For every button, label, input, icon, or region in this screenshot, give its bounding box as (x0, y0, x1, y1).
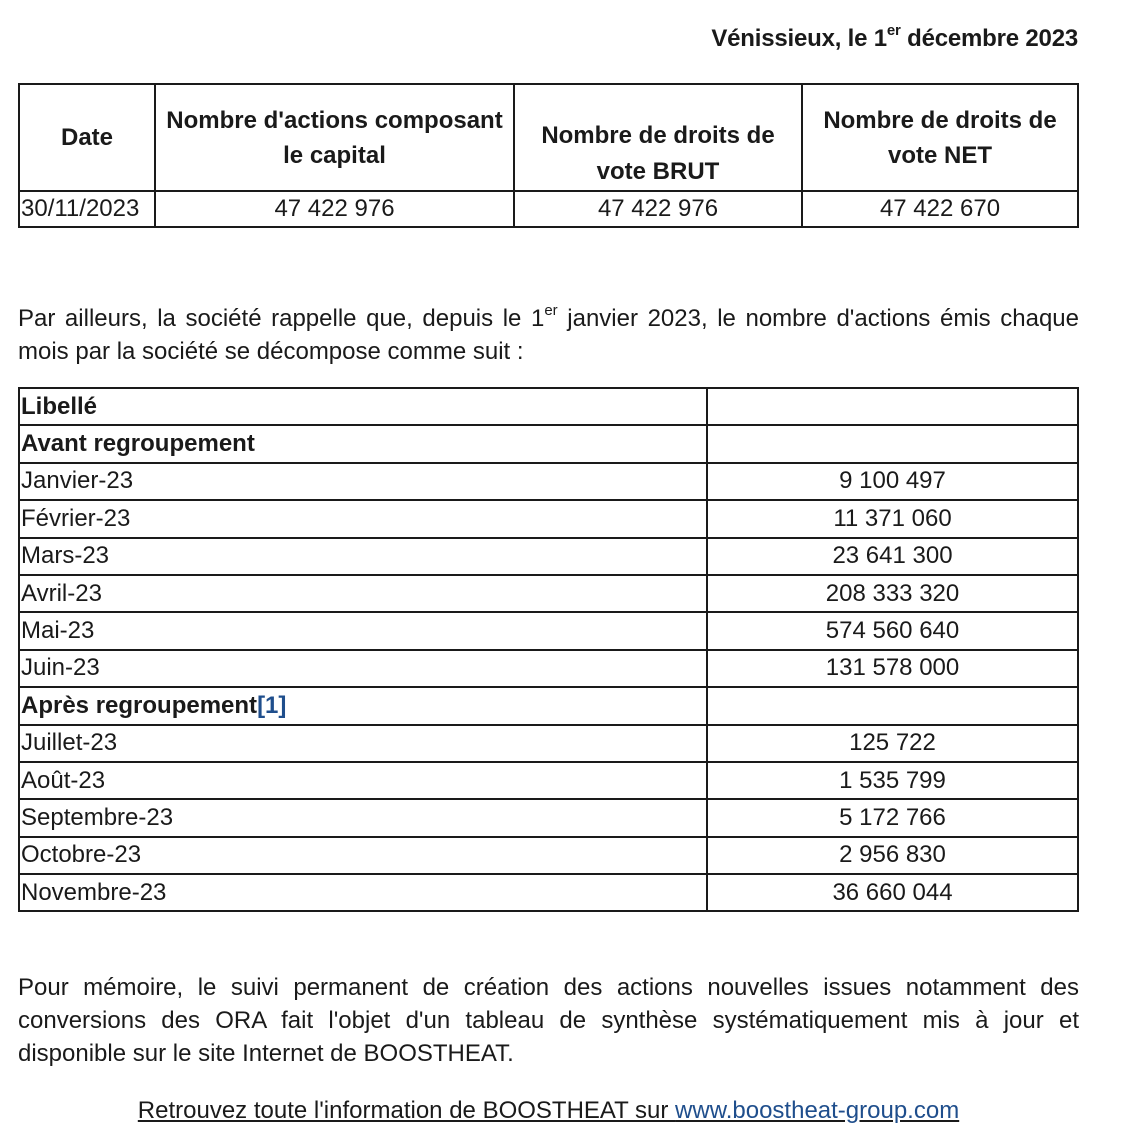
header-shares: Nombre d'actions composant le capital (155, 84, 514, 191)
header-votes-gross: Nombre de droits de vote BRUT (514, 84, 802, 191)
row-label: Libellé (19, 388, 707, 425)
website-link[interactable]: www.boostheat-group.com (675, 1097, 960, 1124)
row-label: Juillet-23 (19, 725, 707, 762)
row-label: Février-23 (19, 500, 707, 537)
row-value: 2 956 830 (707, 837, 1078, 874)
row-label: Après regroupement[1] (19, 687, 707, 724)
table-row (19, 191, 1078, 227)
row-value: 36 660 044 (707, 874, 1078, 911)
row-value (707, 425, 1078, 462)
table-row (19, 762, 1078, 799)
row-label: Août-23 (19, 762, 707, 799)
memo-paragraph: Pour mémoire, le suivi permanent de création des actions nouvelles issues notamment des conversions des ORA fait l'objet d'un tableau de synthèse systématiquement mis à jour et disponible sur le site Internet de BOOSTHEAT. (18, 974, 1079, 1067)
row-value: 5 172 766 (707, 799, 1078, 836)
row-value (707, 687, 1078, 724)
header-date: Date (19, 84, 155, 191)
cell-date: 30/11/2023 (19, 191, 155, 227)
row-label: Avant regroupement (19, 425, 707, 462)
row-value (707, 388, 1078, 425)
row-label: Novembre-23 (19, 874, 707, 911)
cell-shares: 47 422 976 (155, 191, 514, 227)
cell-votes-net: 47 422 670 (802, 191, 1078, 227)
row-value: 9 100 497 (707, 463, 1078, 500)
row-label: Septembre-23 (19, 799, 707, 836)
row-value: 1 535 799 (707, 762, 1078, 799)
table-row (19, 612, 1078, 649)
table-row (19, 425, 1078, 462)
table-row (19, 650, 1078, 687)
row-label: Avril-23 (19, 575, 707, 612)
row-value: 131 578 000 (707, 650, 1078, 687)
capital-table (18, 83, 1079, 228)
footnote-link[interactable]: [1] (257, 691, 287, 719)
row-value: 574 560 640 (707, 612, 1078, 649)
header-votes-net: Nombre de droits de vote NET (802, 84, 1078, 191)
intro-paragraph: Par ailleurs, la société rappelle que, depuis le 1er janvier 2023, le nombre d'actions émis chaque mois par la société se décompose comme suit : (18, 302, 1080, 365)
row-value: 208 333 320 (707, 575, 1078, 612)
row-label: Octobre-23 (19, 837, 707, 874)
table-row (19, 799, 1078, 836)
table-row (19, 837, 1078, 874)
table-row (19, 500, 1078, 537)
row-label: Janvier-23 (19, 463, 707, 500)
row-value: 125 722 (707, 725, 1078, 762)
row-value: 11 371 060 (707, 500, 1078, 537)
table-row (19, 388, 1078, 425)
document-date: Vénissieux, le 1er décembre 2023 (711, 22, 1078, 52)
table-header-row (19, 84, 1078, 191)
cell-votes-gross: 47 422 976 (514, 191, 802, 227)
row-label: Mars-23 (19, 538, 707, 575)
table-row (19, 687, 1078, 724)
table-row (19, 725, 1078, 762)
table-row (19, 463, 1078, 500)
table-row (19, 874, 1078, 911)
row-label: Juin-23 (19, 650, 707, 687)
table-row (19, 538, 1078, 575)
table-row (19, 575, 1078, 612)
row-label: Mai-23 (19, 612, 707, 649)
footer-note: Retrouvez toute l'information de BOOSTHEAT sur www.boostheat-group.com (137, 1097, 960, 1124)
row-value: 23 641 300 (707, 538, 1078, 575)
monthly-shares-table (18, 387, 1079, 912)
